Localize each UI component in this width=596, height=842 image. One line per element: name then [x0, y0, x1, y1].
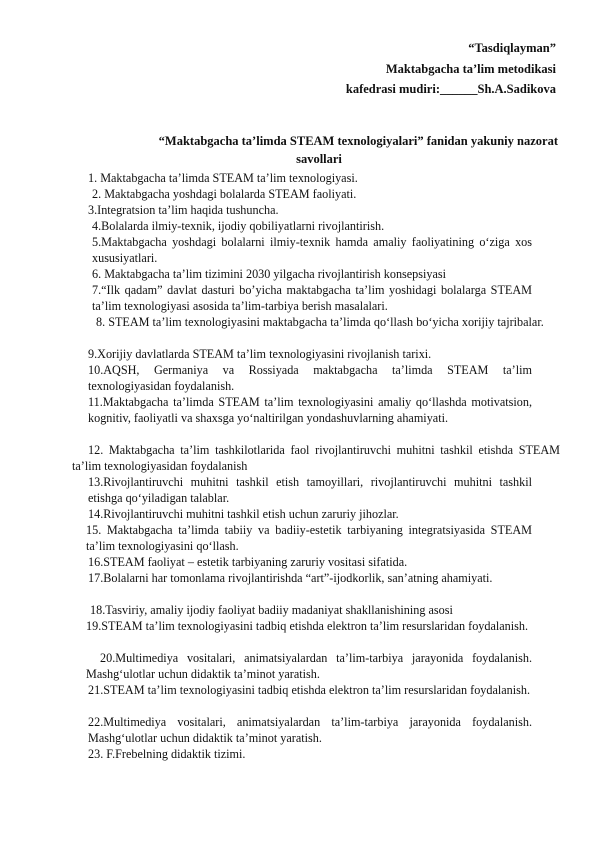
- question-23: 23. F.Frebelning didaktik tizimi.: [88, 747, 246, 761]
- question-12: 12. Maktabgacha ta’lim tashkilotlarida faol rivojlantiruvchi muhitni tashkil etishda STEAM ta’lim texnologiyasidan foydalanish: [72, 443, 560, 473]
- question-17: 17.Bolalarni har tomonlama rivojlantirishda “art”-ijodkorlik, san’atning ahamiyati.: [88, 571, 493, 585]
- question-2: 2. Maktabgacha yoshdagi bolalarda STEAM faoliyati.: [92, 187, 357, 201]
- question-11: 11.Maktabgacha ta’limda STEAM ta’lim texnologiyasini amaliy qo‘llashda motivatsion, kognitiv, faoliyatli va shaxsga yo‘naltirilgan yondashuvlarning ahamiyati.: [88, 395, 532, 425]
- question-9: 9.Xorijiy davlatlarda STEAM ta’lim texnologiyasini rivojlanish tarixi.: [88, 347, 432, 361]
- question-18: 18.Tasviriy, amaliy ijodiy faoliyat badiiy madaniyat shakllanishining asosi: [90, 603, 453, 617]
- approval-department: Maktabgacha ta’lim metodikasi: [385, 61, 556, 76]
- question-13: 13.Rivojlantiruvchi muhitni tashkil etish tamoyillari, rivojlantiruvchi muhitni tashkil etishga qo‘yiladigan talablar.: [88, 475, 532, 505]
- approval-block: [346, 38, 556, 100]
- question-5: 5.Maktabgacha yoshdagi bolalarni ilmiy-texnik hamda amaliy faoliyatining o‘ziga xos xususiyatlari.: [92, 235, 532, 265]
- question-21: 21.STEAM ta’lim texnologiyasini tadbiq etishda elektron ta’lim resurslaridan foydalanish.: [88, 683, 531, 697]
- question-14: 14.Rivojlantiruvchi muhitni tashkil etish uchun zaruriy jihozlar.: [88, 507, 399, 521]
- approval-signature-line: kafedrasi mudiri:______Sh.A.Sadikova: [345, 82, 556, 96]
- question-22: 22.Multimediya vositalari, animatsiyalardan ta’lim-tarbiya jarayonida foydalanish. Mashg‘ulotlar uchun didaktik ta’minot yaratish.: [88, 715, 532, 745]
- title-line-2: savollari: [296, 152, 342, 166]
- title-line-1: “Maktabgacha ta’limda STEAM texnologiyalari” fanidan yakuniy nazorat: [158, 134, 558, 148]
- question-15: 15. Maktabgacha ta’limda tabiiy va badiiy-estetik tarbiyaning integratsiyasida STEAM ta’lim texnologiyasini qo‘llash.: [86, 523, 532, 553]
- question-3: 3.Integratsion ta’lim haqida tushuncha.: [88, 203, 279, 217]
- question-7: 7.“Ilk qadam” davlat dasturi bo’yicha maktabgacha ta’lim yoshidagi bolalarga STEAM ta’lim texnologiyasi asosida ta’lim-tarbiya berish masalalari.: [92, 283, 532, 313]
- question-6: 6. Maktabgacha ta’lim tizimini 2030 yilgacha rivojlantirish konsepsiyasi: [92, 267, 447, 281]
- document-title: [80, 132, 558, 168]
- question-19: 19.STEAM ta’lim texnologiyasini tadbiq etishda elektron ta’lim resurslaridan foydalanish.: [86, 619, 529, 633]
- question-4: 4.Bolalarda ilmiy-texnik, ijodiy qobiliyatlarni rivojlantirish.: [92, 219, 385, 233]
- approval-heading: “Tasdiqlayman”: [468, 41, 556, 55]
- question-20: 20.Multimediya vositalari, animatsiyalardan ta’lim-tarbiya jarayonida foydalanish. Mashg‘ulotlar uchun didaktik ta’minot yaratish.: [86, 651, 532, 681]
- question-10: 10.AQSH, Germaniya va Rossiyada maktabgacha ta’limda STEAM ta’lim texnologiyasidan foydalanish.: [88, 363, 532, 393]
- question-8: 8. STEAM ta’lim texnologiyasini maktabgacha ta’limda qo‘llash bo‘yicha xorijiy tajribalar.: [96, 315, 544, 329]
- question-16: 16.STEAM faoliyat – estetik tarbiyaning zaruriy vositasi sifatida.: [88, 555, 408, 569]
- question-1: 1. Maktabgacha ta’limda STEAM ta’lim texnologiyasi.: [88, 171, 358, 185]
